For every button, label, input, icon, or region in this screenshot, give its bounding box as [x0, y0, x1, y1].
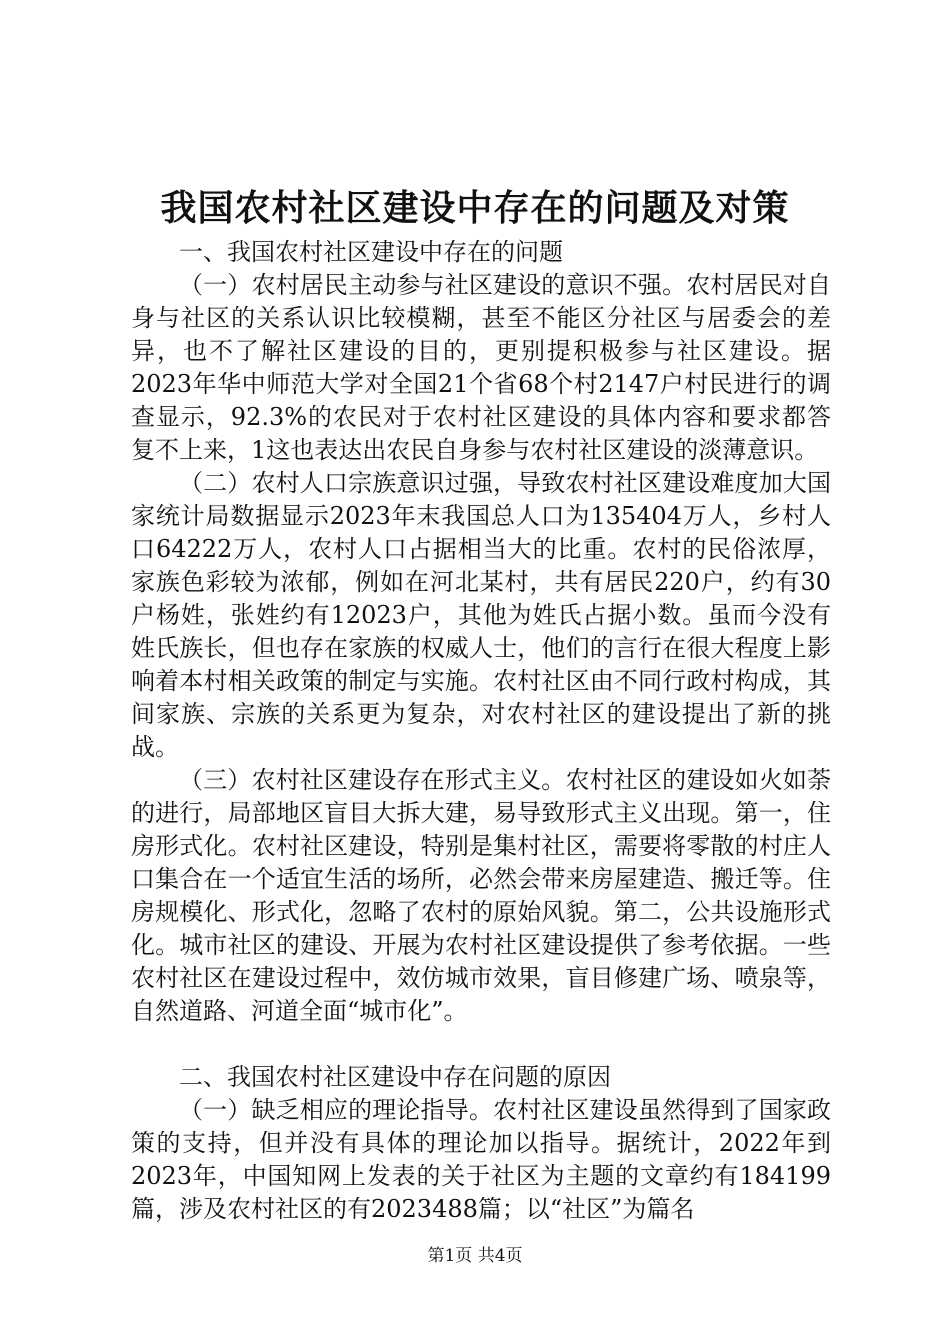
section-heading-2: 二、我国农村社区建设中存在问题的原因 — [179, 1063, 611, 1091]
document-body — [131, 236, 831, 1226]
paragraph-1-3: （三）农村社区建设存在形式主义。农村社区的建设如火如荼的进行，局部地区盲目大拆大建，易导致形式主义出现。第一，住房形式化。农村社区建设，特别是集村社区，需要将零散的村庄人口集合在一个适宜生活的场所，必然会带来房屋建造、搬迁等。住房规模化、形式化，忽略了农村的原始风貌。第二，公共设施形式化。城市社区的建设、开展为农村社区建设提供了参考依据。一些农村社区在建设过程中，效仿城市效果，盲目修建广场、喷泉等，自然道路、河道全面“城市化”。 — [131, 766, 831, 1025]
section-heading-1: 一、我国农村社区建设中存在的问题 — [179, 238, 563, 266]
paragraph-1-2: （二）农村人口宗族意识过强，导致农村社区建设难度加大国家统计局数据显示2023年末我国总人口为135404万人，乡村人口64222万人，农村人口占据相当大的比重。农村的民俗浓厚，家族色彩较为浓郁，例如在河北某村，共有居民220户，约有30户杨姓，张姓约有12023户，其他为姓氏占据小数。虽而今没有姓氏族长，但也存在家族的权威人士，他们的言行在很大程度上影响着本村相关政策的制定与实施。农村社区由不同行政村构成，其间家族、宗族的关系更为复杂，对农村社区的建设提出了新的挑战。 — [131, 469, 831, 761]
document-title: 我国农村社区建设中存在的问题及对策 — [160, 187, 790, 229]
paragraph-2-1: （一）缺乏相应的理论指导。农村社区建设虽然得到了国家政策的支持，但并没有具体的理论加以指导。据统计，2022年到2023年，中国知网上发表的关于社区为主题的文章约有184199篇，涉及农村社区的有2023488篇；以“社区”为篇名 — [131, 1096, 831, 1223]
paragraph-1-1: （一）农村居民主动参与社区建设的意识不强。农村居民对自身与社区的关系认识比较模糊，甚至不能区分社区与居委会的差异，也不了解社区建设的目的，更别提积极参与社区建设。据2023年华中师范大学对全国21个省68个村2147户村民进行的调查显示，92.3%的农民对于农村社区建设的具体内容和要求都答复不上来，1这也表达出农民自身参与农村社区建设的淡薄意识。 — [131, 271, 831, 464]
page-number-footer: 第1页 共4页 — [427, 1246, 523, 1266]
